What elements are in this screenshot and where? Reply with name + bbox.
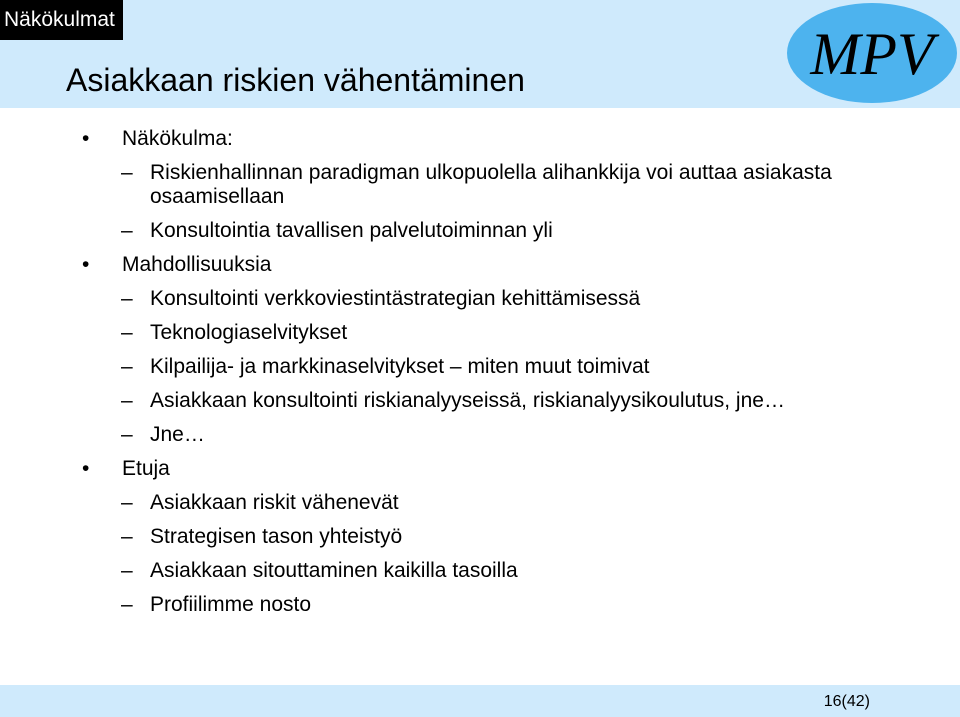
- sub-item-text: Strategisen tason yhteistyö: [150, 525, 403, 548]
- sub-item-text: Konsultointi verkkoviestintästrategian kehittämisessä: [150, 287, 641, 310]
- dash-icon: –: [121, 161, 133, 184]
- footer-band: [0, 685, 960, 717]
- sub-item: [0, 287, 850, 311]
- sub-item-text: Asiakkaan sitouttaminen kaikilla tasoilla: [150, 559, 518, 582]
- sub-item: [0, 525, 850, 549]
- sub-item-text: Teknologiaselvitykset: [150, 321, 348, 344]
- dash-icon: –: [121, 423, 133, 446]
- dash-icon: –: [121, 525, 133, 548]
- sub-item: [0, 355, 850, 379]
- sub-item-text: Konsultointia tavallisen palvelutoiminnan yli: [150, 219, 553, 242]
- sub-item: [0, 559, 850, 583]
- bullet-label: Mahdollisuuksia: [122, 253, 272, 276]
- sub-item-text: Kilpailija- ja markkinaselvitykset – miten muut toimivat: [150, 355, 650, 378]
- mpv-logo: [786, 2, 958, 104]
- sub-item: [0, 491, 850, 515]
- page-number: 16(42): [823, 693, 870, 710]
- sub-item: [0, 423, 850, 447]
- dash-icon: –: [121, 559, 133, 582]
- bullet-nakokulma: [0, 127, 960, 151]
- dash-icon: –: [121, 491, 133, 514]
- bullet-icon: •: [82, 127, 90, 150]
- bullet-label: Etuja: [122, 457, 170, 480]
- bullet-label: Näkökulma:: [122, 127, 233, 150]
- section-tag: Näkökulmat: [0, 0, 123, 40]
- bullet-etuja: [0, 457, 960, 481]
- logo-text: MPV: [810, 21, 934, 87]
- sub-item-text: Asiakkaan konsultointi riskianalyyseissä, riskianalyysikoulutus, jne…: [150, 389, 785, 412]
- sub-item: [0, 321, 850, 345]
- slide-title: Asiakkaan riskien vähentäminen: [66, 62, 525, 98]
- dash-icon: –: [121, 593, 133, 616]
- sub-item: [0, 161, 850, 209]
- sub-item-text: Profiilimme nosto: [150, 593, 312, 616]
- dash-icon: –: [121, 219, 133, 242]
- dash-icon: –: [121, 287, 133, 310]
- sub-item: [0, 593, 850, 617]
- bullet-icon: •: [82, 457, 90, 480]
- bullet-mahdollisuuksia: [0, 253, 960, 277]
- sub-item: [0, 219, 850, 243]
- dash-icon: –: [121, 355, 133, 378]
- dash-icon: –: [121, 389, 133, 412]
- sub-item-text: Jne…: [150, 423, 205, 446]
- dash-icon: –: [121, 321, 133, 344]
- bullet-icon: •: [82, 253, 90, 276]
- slide-content: [0, 118, 960, 627]
- sub-item: [0, 389, 950, 413]
- sub-item-text: Asiakkaan riskit vähenevät: [150, 491, 399, 514]
- sub-item-text: Riskienhallinnan paradigman ulkopuolella alihankkija voi auttaa asiakasta osaamisellaan: [150, 161, 832, 208]
